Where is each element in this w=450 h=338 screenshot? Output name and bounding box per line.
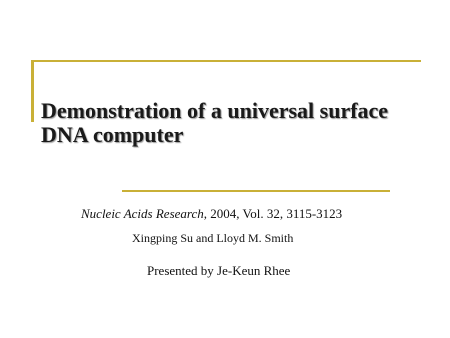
title-line-1: Demonstration of a universal surface <box>41 98 389 123</box>
citation <box>81 206 342 222</box>
left-accent-line <box>31 60 34 122</box>
slide-title <box>41 99 441 147</box>
subtitle-divider-line <box>122 190 390 192</box>
citation-journal: Nucleic Acids Research <box>81 206 204 221</box>
citation-details: , 2004, Vol. 32, 3115-3123 <box>203 206 343 221</box>
authors: Xingping Su and Lloyd M. Smith <box>132 231 294 245</box>
title-line-2: DNA computer <box>41 122 184 147</box>
top-accent-line <box>31 60 421 62</box>
presenter: Presented by Je-Keun Rhee <box>147 263 291 278</box>
